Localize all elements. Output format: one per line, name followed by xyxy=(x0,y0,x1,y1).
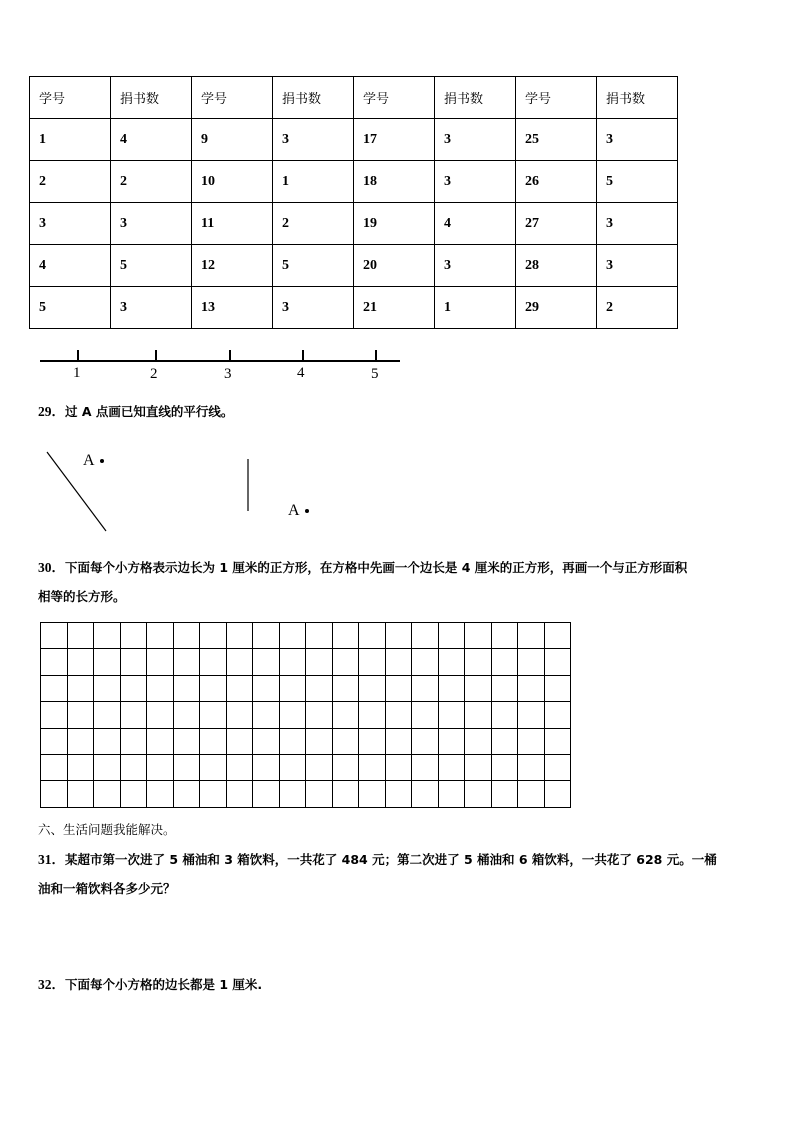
grid-cell[interactable] xyxy=(121,729,148,755)
grid-cell[interactable] xyxy=(333,781,360,807)
grid-cell[interactable] xyxy=(200,649,227,675)
grid-cell[interactable] xyxy=(306,702,333,728)
number-line xyxy=(40,346,402,386)
grid-cell[interactable] xyxy=(147,755,174,781)
table-header-row xyxy=(30,77,678,119)
table-cell: 5 xyxy=(111,245,192,287)
question-number: 31． xyxy=(38,852,65,867)
table-cell: 17 xyxy=(354,119,435,161)
grid-cell[interactable] xyxy=(439,676,466,702)
grid-cell[interactable] xyxy=(121,623,148,649)
grid-cell[interactable] xyxy=(465,623,492,649)
grid-cell[interactable] xyxy=(147,623,174,649)
table-cell: 3 xyxy=(30,203,111,245)
grid-cell[interactable] xyxy=(147,702,174,728)
grid-cell[interactable] xyxy=(386,649,413,675)
grid-cell[interactable] xyxy=(518,623,545,649)
table-cell: 3 xyxy=(597,119,678,161)
number-line-label: 1 xyxy=(73,365,81,381)
grid-cell[interactable] xyxy=(465,755,492,781)
grid-cell[interactable] xyxy=(465,702,492,728)
question-text-line1: 下面每个小方格表示边长为 1 厘米的正方形，在方格中先画一个边长是 4 厘米的正方形，再画一个与正方形面积 xyxy=(65,560,688,575)
grid-cell[interactable] xyxy=(41,702,68,728)
grid-cell[interactable] xyxy=(545,649,572,675)
grid-cell[interactable] xyxy=(174,623,201,649)
grid-cell[interactable] xyxy=(227,649,254,675)
table-cell: 2 xyxy=(597,287,678,329)
grid-cell[interactable] xyxy=(200,755,227,781)
number-line-label: 5 xyxy=(371,366,379,382)
grid-cell[interactable] xyxy=(439,702,466,728)
number-line-label: 4 xyxy=(297,365,305,381)
grid-cell[interactable] xyxy=(227,781,254,807)
grid-cell[interactable] xyxy=(492,676,519,702)
question-30 xyxy=(38,556,687,576)
grid-cell[interactable] xyxy=(518,729,545,755)
grid-cell[interactable] xyxy=(94,781,121,807)
header-cell: 捐书数 xyxy=(435,77,516,119)
header-cell: 学号 xyxy=(192,77,273,119)
grid-cell[interactable] xyxy=(174,755,201,781)
question-text-line1: 某超市第一次进了 5 桶油和 3 箱饮料，一共花了 484 元；第二次进了 5 桶油和 6 箱饮料，一共花了 628 元。一桶 xyxy=(65,852,717,867)
grid-cell[interactable] xyxy=(465,676,492,702)
grid-cell[interactable] xyxy=(200,729,227,755)
table-cell: 3 xyxy=(111,287,192,329)
grid-cell[interactable] xyxy=(94,702,121,728)
grid-cell[interactable] xyxy=(518,676,545,702)
grid-cell[interactable] xyxy=(545,676,572,702)
grid-cell[interactable] xyxy=(68,623,95,649)
grid-cell[interactable] xyxy=(121,649,148,675)
grid-cell[interactable] xyxy=(518,702,545,728)
table-cell: 2 xyxy=(111,161,192,203)
table-cell: 4 xyxy=(30,245,111,287)
grid-cell[interactable] xyxy=(439,755,466,781)
grid-cell[interactable] xyxy=(200,702,227,728)
grid-cell[interactable] xyxy=(41,781,68,807)
grid-cell[interactable] xyxy=(306,623,333,649)
grid-cell[interactable] xyxy=(253,702,280,728)
header-cell: 捐书数 xyxy=(111,77,192,119)
table-cell: 28 xyxy=(516,245,597,287)
header-cell: 捐书数 xyxy=(273,77,354,119)
grid-cell[interactable] xyxy=(68,676,95,702)
grid-cell[interactable] xyxy=(492,729,519,755)
grid-cell[interactable] xyxy=(94,623,121,649)
grid-cell[interactable] xyxy=(306,755,333,781)
table-cell: 10 xyxy=(192,161,273,203)
grid-cell[interactable] xyxy=(359,781,386,807)
grid-cell[interactable] xyxy=(227,676,254,702)
grid-cell[interactable] xyxy=(280,702,307,728)
table-row xyxy=(30,203,678,245)
point-a-label: A xyxy=(83,452,95,469)
table-cell: 4 xyxy=(111,119,192,161)
number-line-label: 2 xyxy=(150,366,158,382)
grid-cell[interactable] xyxy=(306,729,333,755)
grid-cell[interactable] xyxy=(253,676,280,702)
grid-cell[interactable] xyxy=(94,755,121,781)
grid-cell[interactable] xyxy=(200,623,227,649)
grid-cell[interactable] xyxy=(227,755,254,781)
table-cell: 18 xyxy=(354,161,435,203)
table-cell: 3 xyxy=(435,119,516,161)
table-cell: 3 xyxy=(435,245,516,287)
grid-cell[interactable] xyxy=(359,755,386,781)
question-32 xyxy=(38,973,262,993)
grid-cell[interactable] xyxy=(68,781,95,807)
grid-cell[interactable] xyxy=(280,755,307,781)
grid-cell[interactable] xyxy=(280,623,307,649)
grid-cell[interactable] xyxy=(200,781,227,807)
grid-cell[interactable] xyxy=(465,781,492,807)
grid-cell[interactable] xyxy=(359,702,386,728)
section-title: 六、生活问题我能解决。 xyxy=(38,822,176,837)
grid-cell[interactable] xyxy=(545,729,572,755)
question-31-line2: 油和一箱饮料各多少元？ xyxy=(38,881,176,896)
grid-cell[interactable] xyxy=(94,649,121,675)
grid-cell[interactable] xyxy=(253,649,280,675)
grid-cell[interactable] xyxy=(174,729,201,755)
grid-cell[interactable] xyxy=(386,781,413,807)
grid-cell[interactable] xyxy=(492,649,519,675)
grid-cell[interactable] xyxy=(41,623,68,649)
grid-cell[interactable] xyxy=(412,755,439,781)
table-row xyxy=(30,119,678,161)
grid-cell[interactable] xyxy=(227,729,254,755)
grid-cell[interactable] xyxy=(94,729,121,755)
grid-cell[interactable] xyxy=(412,702,439,728)
grid-cell[interactable] xyxy=(439,649,466,675)
square-grid[interactable] xyxy=(40,622,571,808)
grid-cell[interactable] xyxy=(412,676,439,702)
grid-cell[interactable] xyxy=(280,781,307,807)
grid-cell[interactable] xyxy=(492,755,519,781)
point-a-dot xyxy=(305,509,309,513)
table-cell: 29 xyxy=(516,287,597,329)
number-line-label: 3 xyxy=(224,366,232,382)
grid-cell[interactable] xyxy=(174,649,201,675)
grid-cell[interactable] xyxy=(333,755,360,781)
grid-cell[interactable] xyxy=(41,755,68,781)
table-cell: 20 xyxy=(354,245,435,287)
grid-cell[interactable] xyxy=(359,649,386,675)
table-cell: 21 xyxy=(354,287,435,329)
grid-cell[interactable] xyxy=(121,755,148,781)
table-cell: 11 xyxy=(192,203,273,245)
table-cell: 1 xyxy=(435,287,516,329)
question-30-line2: 相等的长方形。 xyxy=(38,589,126,604)
grid-cell[interactable] xyxy=(359,623,386,649)
question-text: 过 A 点画已知直线的平行线。 xyxy=(65,404,234,419)
grid-cell[interactable] xyxy=(253,623,280,649)
grid-cell[interactable] xyxy=(253,781,280,807)
table-cell: 3 xyxy=(435,161,516,203)
question-number: 29． xyxy=(38,404,65,419)
grid-cell[interactable] xyxy=(121,702,148,728)
grid-cell[interactable] xyxy=(253,755,280,781)
grid-cell[interactable] xyxy=(121,676,148,702)
grid-cell[interactable] xyxy=(94,676,121,702)
grid-cell[interactable] xyxy=(41,676,68,702)
point-a-label: A xyxy=(288,502,300,519)
grid-cell[interactable] xyxy=(227,623,254,649)
grid-cell[interactable] xyxy=(386,729,413,755)
grid-cell[interactable] xyxy=(545,702,572,728)
table-cell: 4 xyxy=(435,203,516,245)
grid-cell[interactable] xyxy=(68,729,95,755)
table-row xyxy=(30,161,678,203)
header-cell: 捐书数 xyxy=(597,77,678,119)
grid-cell[interactable] xyxy=(386,623,413,649)
table-cell: 12 xyxy=(192,245,273,287)
grid-cell[interactable] xyxy=(518,781,545,807)
number-line-axis xyxy=(40,346,402,364)
table-cell: 3 xyxy=(273,287,354,329)
grid-cell[interactable] xyxy=(227,702,254,728)
grid-cell[interactable] xyxy=(412,649,439,675)
question-text: 下面每个小方格的边长都是 1 厘米. xyxy=(65,977,263,992)
grid-cell[interactable] xyxy=(545,755,572,781)
point-a-dot xyxy=(100,459,104,463)
table-cell: 5 xyxy=(30,287,111,329)
table-cell: 9 xyxy=(192,119,273,161)
grid-cell[interactable] xyxy=(147,649,174,675)
grid-cell[interactable] xyxy=(68,702,95,728)
table-cell: 19 xyxy=(354,203,435,245)
grid-cell[interactable] xyxy=(333,702,360,728)
grid-cell[interactable] xyxy=(465,729,492,755)
table-cell: 13 xyxy=(192,287,273,329)
grid-cell[interactable] xyxy=(492,702,519,728)
grid-cell[interactable] xyxy=(439,623,466,649)
grid-cell[interactable] xyxy=(280,729,307,755)
table-cell: 1 xyxy=(30,119,111,161)
table-row xyxy=(30,245,678,287)
table-cell: 1 xyxy=(273,161,354,203)
question-31 xyxy=(38,848,717,868)
grid-cell[interactable] xyxy=(412,781,439,807)
grid-cell[interactable] xyxy=(439,781,466,807)
grid-cell[interactable] xyxy=(174,702,201,728)
question-number: 32． xyxy=(38,977,65,992)
grid-cell[interactable] xyxy=(253,729,280,755)
header-cell: 学号 xyxy=(30,77,111,119)
grid-cell[interactable] xyxy=(333,729,360,755)
grid-cell[interactable] xyxy=(147,781,174,807)
grid-cell[interactable] xyxy=(333,676,360,702)
grid-cell[interactable] xyxy=(545,781,572,807)
question-number: 30． xyxy=(38,560,65,575)
grid-cell[interactable] xyxy=(412,623,439,649)
header-cell: 学号 xyxy=(516,77,597,119)
grid-cell[interactable] xyxy=(306,649,333,675)
table-cell: 3 xyxy=(111,203,192,245)
grid-cell[interactable] xyxy=(174,676,201,702)
grid-cell[interactable] xyxy=(200,676,227,702)
grid-cell[interactable] xyxy=(147,676,174,702)
grid-cell[interactable] xyxy=(306,676,333,702)
table-cell: 25 xyxy=(516,119,597,161)
diagonal-line xyxy=(47,452,106,531)
table-cell: 3 xyxy=(597,245,678,287)
grid-cell[interactable] xyxy=(359,676,386,702)
grid-cell[interactable] xyxy=(68,755,95,781)
header-cell: 学号 xyxy=(354,77,435,119)
question-29 xyxy=(38,400,233,420)
table-row xyxy=(30,287,678,329)
grid-cell[interactable] xyxy=(492,781,519,807)
grid-cell[interactable] xyxy=(439,729,466,755)
grid-cell[interactable] xyxy=(412,729,439,755)
grid-cell[interactable] xyxy=(359,729,386,755)
table-cell: 3 xyxy=(597,203,678,245)
grid-cell[interactable] xyxy=(280,676,307,702)
grid-cell[interactable] xyxy=(306,781,333,807)
grid-cell[interactable] xyxy=(41,729,68,755)
table-cell: 3 xyxy=(273,119,354,161)
table-cell: 2 xyxy=(30,161,111,203)
grid-cell[interactable] xyxy=(492,623,519,649)
table-cell: 27 xyxy=(516,203,597,245)
table-cell: 26 xyxy=(516,161,597,203)
grid-cell[interactable] xyxy=(518,755,545,781)
grid-cell[interactable] xyxy=(465,649,492,675)
table-cell: 2 xyxy=(273,203,354,245)
table-cell: 5 xyxy=(273,245,354,287)
book-donation-table xyxy=(29,76,678,329)
grid-cell[interactable] xyxy=(121,781,148,807)
grid-cell[interactable] xyxy=(386,755,413,781)
table-cell: 5 xyxy=(597,161,678,203)
grid-cell[interactable] xyxy=(280,649,307,675)
grid-cell[interactable] xyxy=(41,649,68,675)
grid-cell[interactable] xyxy=(174,781,201,807)
grid-cell[interactable] xyxy=(386,676,413,702)
grid-cell[interactable] xyxy=(147,729,174,755)
grid-cell[interactable] xyxy=(518,649,545,675)
grid-cell[interactable] xyxy=(68,649,95,675)
grid-cell[interactable] xyxy=(545,623,572,649)
grid-cell[interactable] xyxy=(333,623,360,649)
grid-cell[interactable] xyxy=(386,702,413,728)
grid-cell[interactable] xyxy=(333,649,360,675)
